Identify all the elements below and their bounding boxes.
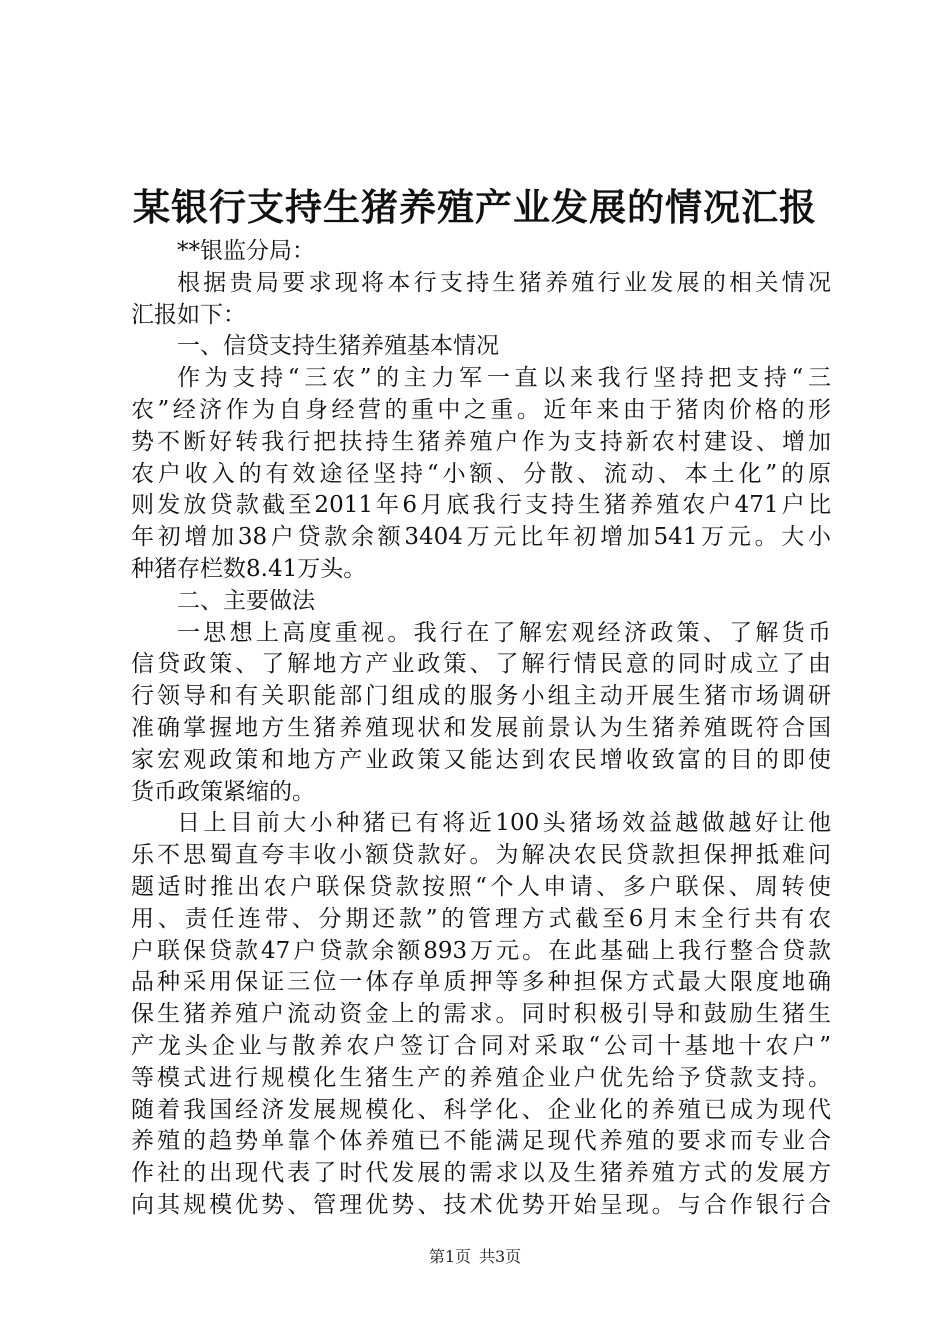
- text-line: 乐不思蜀直夸丰收小额贷款好。为解决农民贷款担保押抵难问: [131, 842, 831, 869]
- text-line: 农”经济作为自身经营的重中之重。近年来由于猪肉价格的形: [131, 396, 831, 423]
- text-line: 等模式进行规模化生猪生产的养殖企业户优先给予贷款支持。: [131, 1064, 831, 1091]
- text-line: 信贷政策、了解地方产业政策、了解行情民意的同时成立了由: [131, 651, 831, 678]
- text-line: 则发放贷款截至2011年6月底我行支持生猪养殖农户471户比: [131, 492, 831, 519]
- text-line: 家宏观政策和地方产业政策又能达到农民增收致富的目的即使: [131, 746, 831, 773]
- document-body: [131, 236, 831, 1222]
- text-line: 用、责任连带、分期还款”的管理方式截至6月末全行共有农: [131, 905, 831, 932]
- page-total: 共3页: [479, 1247, 522, 1266]
- salutation: **银监分局：: [177, 238, 315, 264]
- text-line: 势不断好转我行把扶持生猪养殖户作为支持新农村建设、增加: [131, 428, 831, 455]
- text-line: 题适时推出农户联保贷款按照“个人申请、多户联保、周转使: [131, 873, 831, 900]
- text-line: 日上目前大小种猪已有将近100头猪场效益越做越好让他: [177, 810, 831, 837]
- text-line: 准确掌握地方生猪养殖现状和发展前景认为生猪养殖既符合国: [131, 714, 831, 741]
- page-number: 第1页: [428, 1247, 471, 1266]
- text-line: 作为支持“三农”的主力军一直以来我行坚持把支持“三: [177, 365, 831, 392]
- text-line: 年初增加38户贷款余额3404万元比年初增加541万元。大小: [131, 524, 831, 551]
- text-line: 产龙头企业与散养农户签订合同对采取“公司十基地十农户”: [131, 1032, 831, 1059]
- text-line: 随着我国经济发展规模化、科学化、企业化的养殖已成为现代: [131, 1096, 831, 1123]
- body-lines: [131, 268, 831, 1222]
- text-line: 户联保贷款47户贷款余额893万元。在此基础上我行整合贷款: [131, 937, 831, 964]
- text-line: 二、主要做法: [177, 587, 315, 614]
- page-footer: [0, 1245, 950, 1269]
- document-title: 某银行支持生猪养殖产业发展的情况汇报: [133, 186, 817, 229]
- text-line: 种猪存栏数8.41万头。: [131, 555, 367, 582]
- text-line: 农户收入的有效途径坚持“小额、分散、流动、本土化”的原: [131, 460, 831, 487]
- text-line: 根据贵局要求现将本行支持生猪养殖行业发展的相关情况: [177, 269, 831, 296]
- text-line: 养殖的趋势单靠个体养殖已不能满足现代养殖的要求而专业合: [131, 1128, 831, 1155]
- text-line: 保生猪养殖户流动资金上的需求。同时积极引导和鼓励生猪生: [131, 1001, 831, 1028]
- text-line: 一、信贷支持生猪养殖基本情况: [177, 333, 499, 360]
- text-line: 货币政策紧缩的。: [131, 778, 315, 805]
- text-line: 一思想上高度重视。我行在了解宏观经济政策、了解货币: [177, 619, 831, 646]
- text-line: 品种采用保证三位一体存单质押等多种担保方式最大限度地确: [131, 969, 831, 996]
- text-line: 汇报如下：: [131, 301, 246, 328]
- text-line: 作社的出现代表了时代发展的需求以及生猪养殖方式的发展方: [131, 1160, 831, 1187]
- text-line: 行领导和有关职能部门组成的服务小组主动开展生猪市场调研: [131, 683, 831, 710]
- text-line: 向其规模优势、管理优势、技术优势开始呈现。与合作银行合: [131, 1191, 831, 1218]
